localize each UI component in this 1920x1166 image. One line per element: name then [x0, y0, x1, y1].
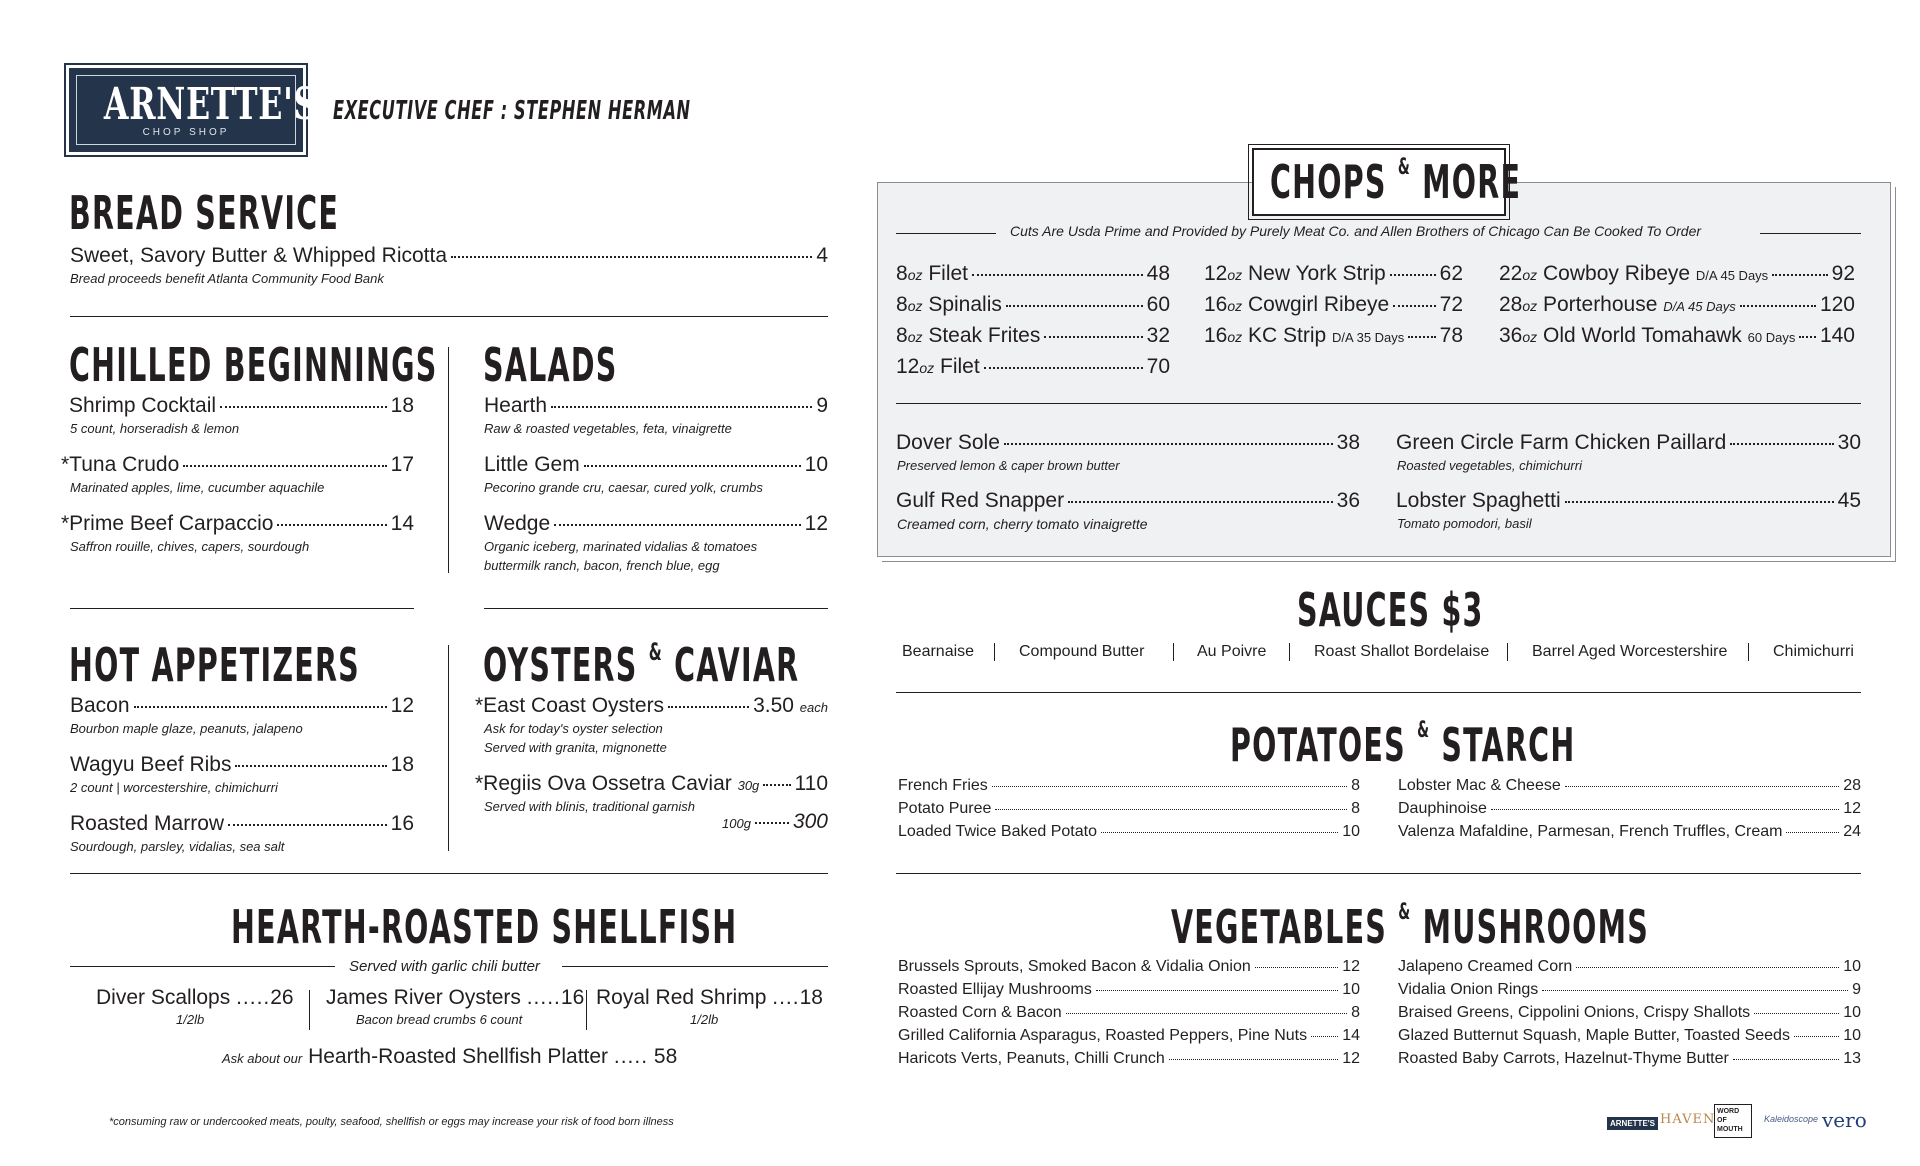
brand-logo — [69, 68, 318, 152]
chilled-title: CHILLED BEGINNINGS — [69, 338, 438, 392]
entree-item: Dover Sole 38 — [896, 431, 1360, 454]
side-item: Grilled California Asparagus, Roasted Peppers, Pine Nuts 14 — [898, 1027, 1360, 1044]
menu-item: Roasted Marrow 16 — [70, 812, 414, 835]
item-desc: Served with granita, mignonette — [484, 740, 667, 755]
partner-logo: WORD OF MOUTH — [1714, 1104, 1752, 1138]
salads-title: SALADS — [483, 338, 618, 392]
chops-title: CHOPS & MORE — [1270, 155, 1522, 209]
partner-logo: HAVEN — [1660, 1112, 1716, 1127]
chop-item: 8oz Filet 48 — [896, 262, 1170, 285]
divider — [70, 316, 828, 317]
entree-item: Green Circle Farm Chicken Paillard 30 — [1396, 431, 1861, 454]
menu-item: *Tuna Crudo 17 — [61, 453, 414, 476]
divider — [1507, 643, 1508, 661]
item-desc: 1/2lb — [690, 1012, 719, 1027]
item-desc: Tomato pomodori, basil — [1397, 516, 1532, 531]
item-desc: Pecorino grande cru, caesar, cured yolk, crumbs — [484, 480, 763, 495]
sauce-item: Bearnaise — [902, 643, 975, 660]
side-item: Valenza Mafaldine, Parmesan, French Truffles, Cream 24 — [1398, 823, 1861, 840]
item-desc: Served with blinis, traditional garnish — [484, 799, 695, 814]
side-item: Haricots Verts, Peanuts, Chilli Crunch 12 — [898, 1050, 1360, 1067]
sauce-item: Chimichurri — [1773, 643, 1854, 660]
menu-item: Shrimp Cocktail 18 — [69, 394, 414, 417]
chop-item: 12oz Filet 70 — [896, 355, 1170, 378]
entree-item: Lobster Spaghetti 45 — [1396, 489, 1861, 512]
hot-title: HOT APPETIZERS — [69, 638, 360, 692]
divider — [309, 990, 310, 1030]
side-item: Loaded Twice Baked Potato 10 — [898, 823, 1360, 840]
item-desc: Roasted vegetables, chimichurri — [1397, 458, 1582, 473]
menu-item: 100g 300 — [722, 810, 828, 833]
oysters-title: OYSTERS & CAVIAR — [483, 638, 800, 692]
brand-subtitle: CHOP SHOP — [142, 127, 230, 138]
sauce-item: Barrel Aged Worcestershire — [1532, 643, 1728, 660]
item-desc: 1/2lb — [176, 1012, 205, 1027]
chop-item: 36oz Old World Tomahawk 60 Days 140 — [1499, 324, 1855, 347]
entree-item: Gulf Red Snapper 36 — [896, 489, 1360, 512]
bread-item: Sweet, Savory Butter & Whipped Ricotta 4 — [70, 244, 828, 267]
item-desc: Marinated apples, lime, cucumber aquachile — [70, 480, 325, 495]
brand-name: ARNETTE'S — [103, 79, 318, 130]
item-desc: Sourdough, parsley, vidalias, sea salt — [70, 839, 285, 854]
disclaimer: *consuming raw or undercooked meats, poulty, seafood, shellfish or eggs may increase your risk of food born illness — [109, 1116, 674, 1128]
menu-item: Wedge 12 — [484, 512, 828, 535]
side-item: Roasted Ellijay Mushrooms 10 — [898, 981, 1360, 998]
chop-item: 22oz Cowboy Ribeye D/A 45 Days 92 — [1499, 262, 1855, 285]
item-desc: Preserved lemon & caper brown butter — [897, 458, 1120, 473]
partner-logo: vero — [1822, 1108, 1867, 1132]
menu-item: *Prime Beef Carpaccio 14 — [61, 512, 414, 535]
divider — [896, 692, 1861, 693]
side-item: French Fries 8 — [898, 777, 1360, 794]
shellfish-platter: Ask about our Hearth-Roasted Shellfish Platter ..... 58 — [222, 1045, 678, 1068]
side-item: Lobster Mac & Cheese 28 — [1398, 777, 1861, 794]
veg-title: VEGETABLES & MUSHROOMS — [1171, 900, 1650, 954]
menu-item: *East Coast Oysters 3.50 each — [475, 694, 828, 717]
divider — [1748, 643, 1749, 661]
item-desc: 2 count | worcestershire, chimichurri — [70, 780, 278, 795]
chop-item: 8oz Spinalis 60 — [896, 293, 1170, 316]
chop-item: 28oz Porterhouse D/A 45 Days 120 — [1499, 293, 1855, 316]
menu-item: Little Gem 10 — [484, 453, 828, 476]
side-item: Braised Greens, Cippolini Onions, Crispy Shallots 10 — [1398, 1004, 1861, 1021]
executive-chef: EXECUTIVE CHEF : STEPHEN HERMAN — [333, 96, 691, 126]
item-desc: 5 count, horseradish & lemon — [70, 421, 240, 436]
menu-item: Bacon 12 — [70, 694, 414, 717]
side-item: Brussels Sprouts, Smoked Bacon & Vidalia Onion 12 — [898, 958, 1360, 975]
side-item: Roasted Baby Carrots, Hazelnut-Thyme Butter 13 — [1398, 1050, 1861, 1067]
bread-title: BREAD SERVICE — [69, 186, 340, 240]
potatoes-title: POTATOES & STARCH — [1230, 718, 1576, 772]
chop-item: 8oz Steak Frites 32 — [896, 324, 1170, 347]
shellfish-note: Served with garlic chili butter — [349, 958, 540, 975]
side-item: Potato Puree 8 — [898, 800, 1360, 817]
menu-item: Hearth 9 — [484, 394, 828, 417]
divider — [896, 403, 1861, 404]
sauce-item: Au Poivre — [1197, 643, 1267, 660]
chop-item: 16oz KC Strip D/A 35 Days 78 — [1204, 324, 1463, 347]
bread-desc: Bread proceeds benefit Atlanta Community Food Bank — [70, 271, 384, 286]
shellfish-item: James River Oysters .....16 — [326, 986, 585, 1009]
divider — [896, 233, 996, 234]
divider — [448, 645, 449, 851]
shellfish-item: Royal Red Shrimp ....18 — [596, 986, 823, 1009]
divider — [70, 608, 414, 609]
shellfish-item: Diver Scallops .....26 — [96, 986, 294, 1009]
divider — [70, 966, 335, 967]
item-desc: Ask for today's oyster selection — [484, 721, 663, 736]
divider — [994, 643, 995, 661]
chops-note: Cuts Are Usda Prime and Provided by Purely Meat Co. and Allen Brothers of Chicago Can Be Cooked To Order — [1010, 223, 1702, 239]
divider — [586, 990, 587, 1030]
divider — [1289, 643, 1290, 661]
divider — [896, 873, 1861, 874]
item-desc: buttermilk ranch, bacon, french blue, egg — [484, 558, 720, 573]
item-desc: Saffron rouille, chives, capers, sourdough — [70, 539, 310, 554]
item-desc: Raw & roasted vegetables, feta, vinaigrette — [484, 421, 732, 436]
side-item: Jalapeno Creamed Corn 10 — [1398, 958, 1861, 975]
side-item: Dauphinoise 12 — [1398, 800, 1861, 817]
divider — [1760, 233, 1861, 234]
item-desc: Organic iceberg, marinated vidalias & tomatoes — [484, 539, 758, 554]
divider — [562, 966, 828, 967]
sauces-title: SAUCES $3 — [1297, 583, 1484, 637]
divider — [1173, 643, 1174, 661]
menu-item: *Regiis Ova Ossetra Caviar 30g 110 — [475, 772, 828, 795]
item-desc: Bourbon maple glaze, peanuts, jalapeno — [70, 721, 303, 736]
sauce-item: Roast Shallot Bordelaise — [1314, 643, 1490, 660]
menu-item: Wagyu Beef Ribs 18 — [70, 753, 414, 776]
divider — [448, 347, 449, 573]
divider — [484, 608, 828, 609]
item-desc: Creamed corn, cherry tomato vinaigrette — [897, 516, 1148, 532]
sauce-item: Compound Butter — [1019, 643, 1145, 660]
partner-logo: ARNETTE'S — [1607, 1117, 1658, 1130]
side-item: Vidalia Onion Rings 9 — [1398, 981, 1861, 998]
shellfish-title: HEARTH-ROASTED SHELLFISH — [231, 900, 738, 954]
side-item: Roasted Corn & Bacon 8 — [898, 1004, 1360, 1021]
chop-item: 16oz Cowgirl Ribeye 72 — [1204, 293, 1463, 316]
side-item: Glazed Butternut Squash, Maple Butter, Toasted Seeds 10 — [1398, 1027, 1861, 1044]
chop-item: 12oz New York Strip 62 — [1204, 262, 1463, 285]
partner-logo: Kaleidoscope — [1764, 1114, 1819, 1124]
item-desc: Bacon bread crumbs 6 count — [356, 1012, 523, 1027]
divider — [70, 873, 828, 874]
